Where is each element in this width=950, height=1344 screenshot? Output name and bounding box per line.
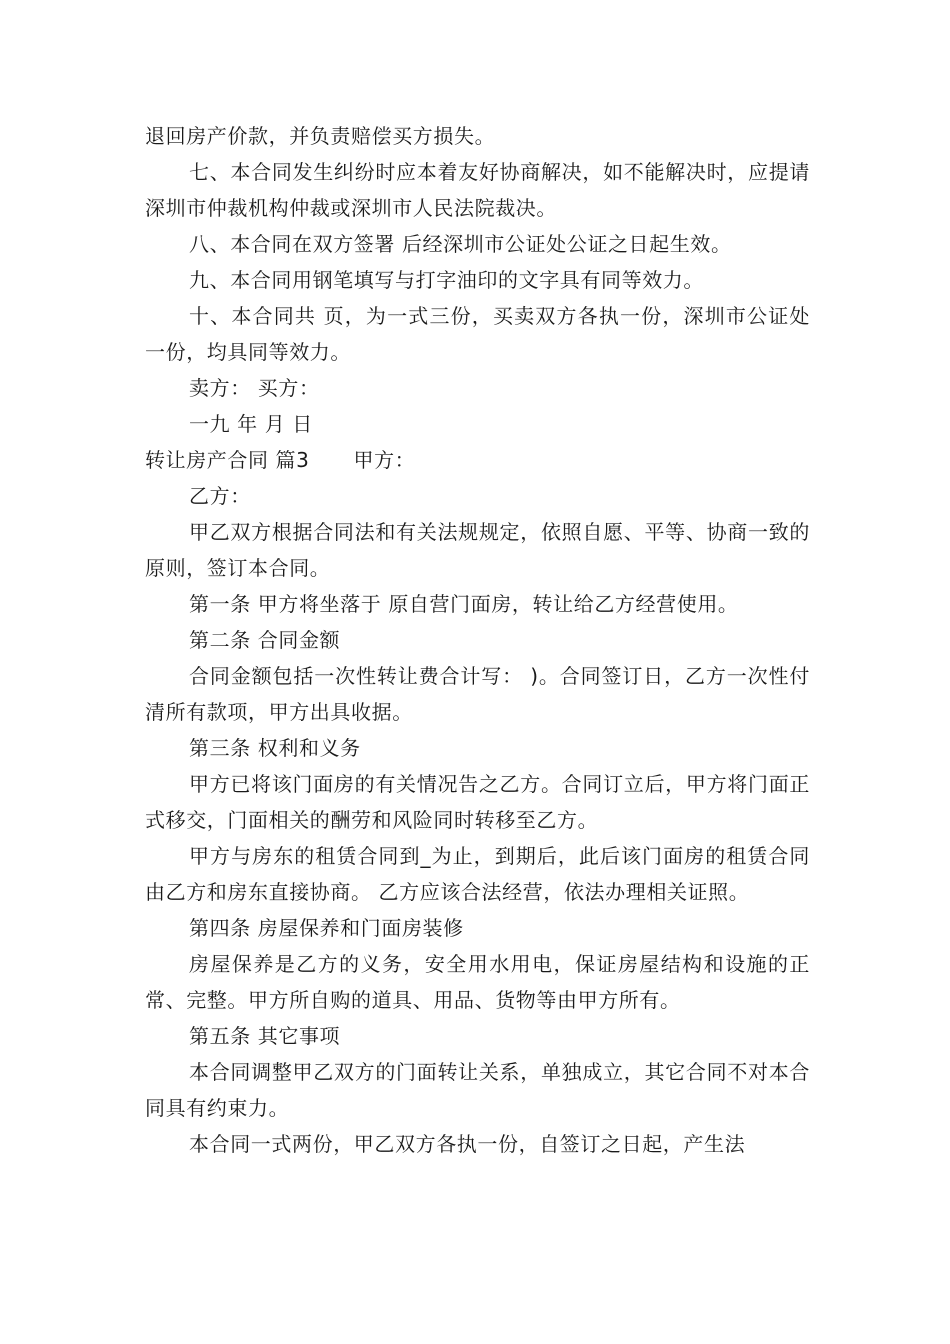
heading-article-3: 第三条 权利和义务 — [189, 736, 361, 760]
paragraph-refund-clause: 退回房产价款，并负责赔偿买方损失。 — [145, 124, 496, 148]
paragraph-article-3-body-1: 甲方已将该门面房的有关情况告之乙方。合同订立后，甲方将门面正式移交，门面相关的酬劳和风险同时转移至乙方。 — [145, 772, 810, 832]
paragraph-article-1: 第一条 甲方将坐落于 原自营门面房，转让给乙方经营使用。 — [189, 592, 739, 616]
paragraph-clause-7: 七、本合同发生纠纷时应本着友好协商解决，如不能解决时，应提请深圳市仲裁机构仲裁或深圳市人民法院裁决。 — [145, 160, 810, 220]
paragraph-article-4-body: 房屋保养是乙方的义务，安全用水用电，保证房屋结构和设施的正常、完整。甲方所自购的道具、用品、货物等由甲方所有。 — [145, 952, 810, 1012]
paragraph-preamble: 甲乙双方根据合同法和有关法规规定，依照自愿、平等、协商一致的原则，签订本合同。 — [145, 520, 810, 580]
paragraph-date: 一九 年 月 日 — [189, 412, 313, 436]
heading-article-5: 第五条 其它事项 — [189, 1024, 341, 1048]
paragraph-clause-8: 八、本合同在双方签署 后经深圳市公证处公证之日起生效。 — [189, 232, 732, 256]
heading-article-4: 第四条 房屋保养和门面房装修 — [189, 916, 464, 940]
contract-text — [145, 118, 810, 1162]
paragraph-party-b: 乙方： — [189, 484, 251, 508]
paragraph-article-3-body-2: 甲方与房东的租赁合同到_为止，到期后，此后该门面房的租赁合同由乙方和房东直接协商。 乙方应该合法经营，依法办理相关证照。 — [145, 844, 810, 904]
paragraph-article-2-body: 合同金额包括一次性转让费合计写： )。合同签订日，乙方一次性付清所有款项，甲方出具收据。 — [145, 664, 810, 724]
party-a-label: 甲方： — [353, 448, 416, 472]
paragraph-seller-buyer: 卖方： 买方： — [189, 376, 320, 400]
paragraph-article-5-body-2: 本合同一式两份，甲乙双方各执一份，自签订之日起，产生法 — [189, 1132, 746, 1156]
section-heading — [145, 442, 810, 478]
paragraph-article-5-body-1: 本合同调整甲乙双方的门面转让关系，单独成立，其它合同不对本合同具有约束力。 — [145, 1060, 810, 1120]
heading-article-2: 第二条 合同金额 — [189, 628, 341, 652]
paragraph-clause-10: 十、本合同共 页，为一式三份，买卖双方各执一份，深圳市公证处一份，均具同等效力。 — [145, 304, 810, 364]
paragraph-clause-9: 九、本合同用钢笔填写与打字油印的文字具有同等效力。 — [189, 268, 704, 292]
section-title: 转让房产合同 篇3 — [145, 448, 310, 472]
